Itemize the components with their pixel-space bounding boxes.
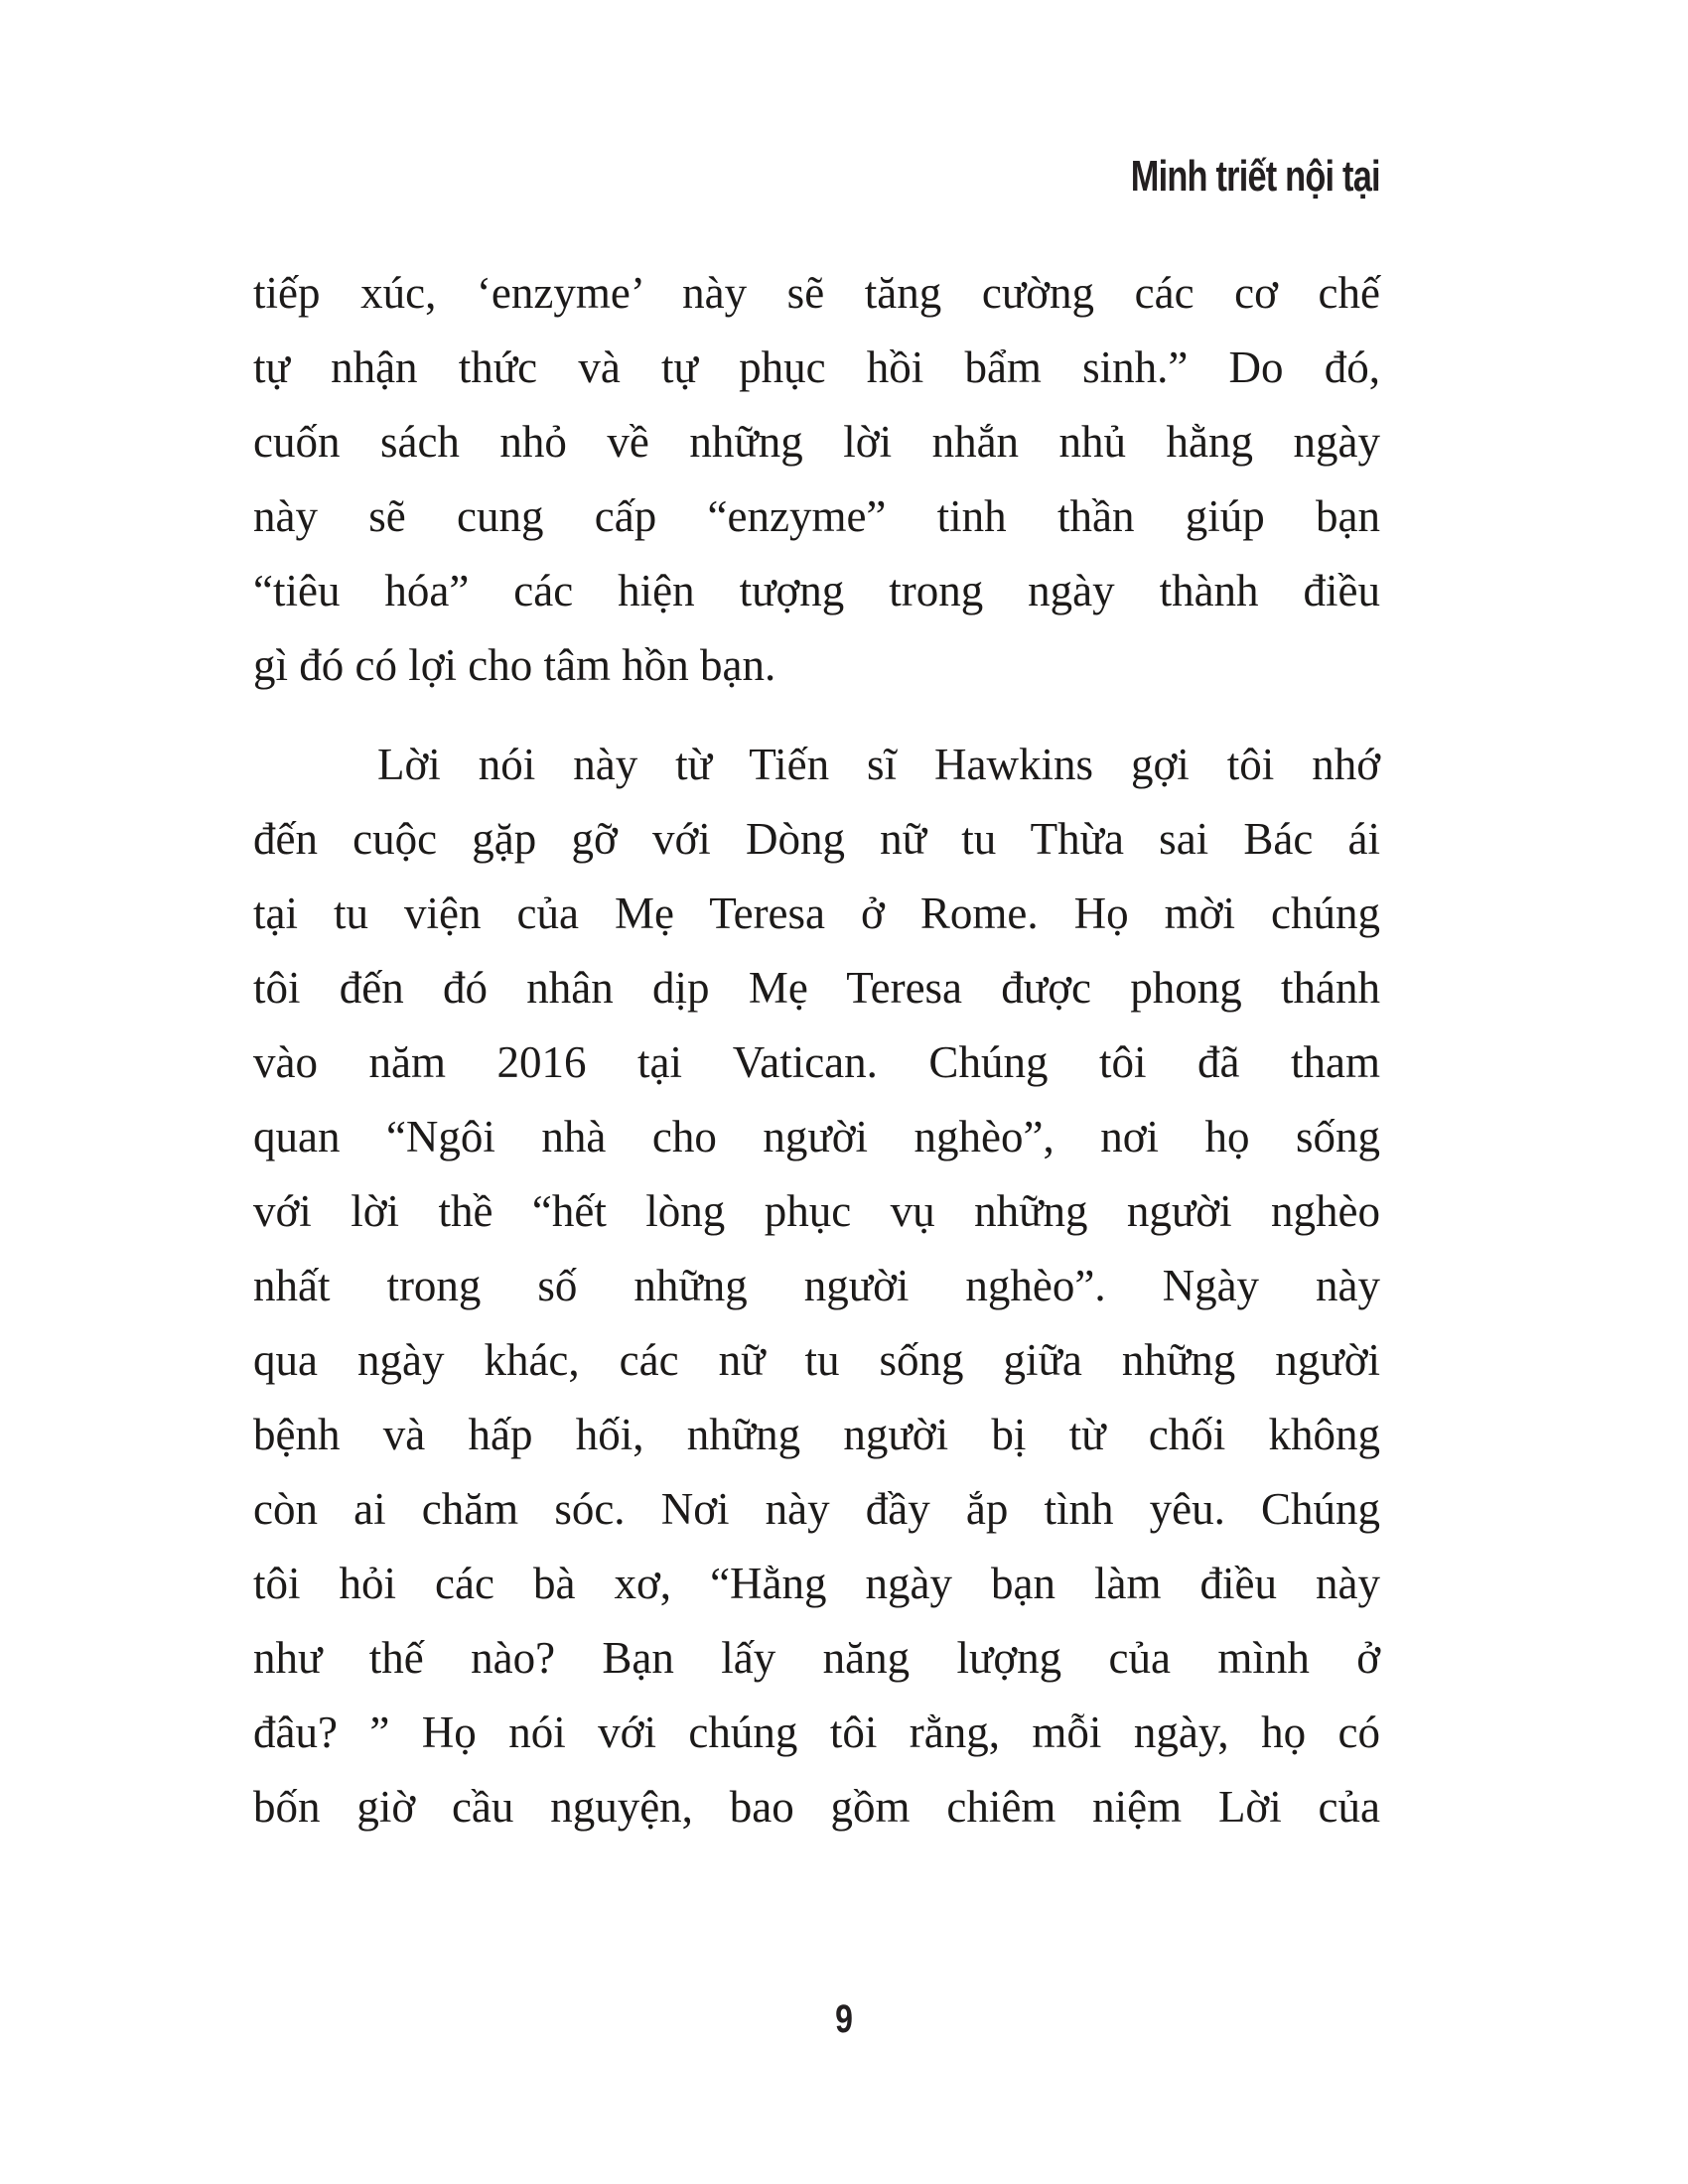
body-line: đến cuộc gặp gỡ với Dòng nữ tu Thừa sai Bác ái xyxy=(253,814,1380,864)
body-line: tôi hỏi các bà xơ, “Hằng ngày bạn làm điều này xyxy=(253,1559,1380,1608)
body-line: bệnh và hấp hối, những người bị từ chối không xyxy=(253,1410,1380,1459)
body-line: tự nhận thức và tự phục hồi bẩm sinh.” Do đó, xyxy=(253,342,1380,392)
body-line: tiếp xúc, ‘enzyme’ này sẽ tăng cường các cơ chế xyxy=(253,268,1380,318)
body-line: Lời nói này từ Tiến sĩ Hawkins gợi tôi nhớ xyxy=(377,740,1380,789)
paragraph xyxy=(253,728,1380,1844)
body-line: gì đó có lợi cho tâm hồn bạn. xyxy=(253,640,776,690)
body-line: còn ai chăm sóc. Nơi này đầy ắp tình yêu. Chúng xyxy=(253,1484,1380,1534)
body-line: qua ngày khác, các nữ tu sống giữa những người xyxy=(253,1335,1380,1385)
body-line: với lời thề “hết lòng phục vụ những người nghèo xyxy=(253,1186,1380,1236)
body-line: này sẽ cung cấp “enzyme” tinh thần giúp bạn xyxy=(253,491,1380,541)
body-text-column xyxy=(253,256,1380,1844)
body-line: tại tu viện của Mẹ Teresa ở Rome. Họ mời chúng xyxy=(253,888,1380,938)
page-number: 9 xyxy=(835,1997,853,2041)
body-line: “tiêu hóa” các hiện tượng trong ngày thành điều xyxy=(253,566,1380,615)
body-line: cuốn sách nhỏ về những lời nhắn nhủ hằng ngày xyxy=(253,417,1380,467)
body-line: vào năm 2016 tại Vatican. Chúng tôi đã tham xyxy=(253,1037,1380,1087)
body-line: tôi đến đó nhân dịp Mẹ Teresa được phong thánh xyxy=(253,963,1380,1013)
body-line: quan “Ngôi nhà cho người nghèo”, nơi họ sống xyxy=(253,1112,1380,1161)
body-line: như thế nào? Bạn lấy năng lượng của mình ở xyxy=(253,1633,1380,1683)
running-header-title: Minh triết nội tại xyxy=(1131,152,1380,201)
body-line: đâu? ” Họ nói với chúng tôi rằng, mỗi ngày, họ có xyxy=(253,1707,1380,1757)
body-line: bốn giờ cầu nguyện, bao gồm chiêm niệm Lời của xyxy=(253,1782,1380,1832)
body-line: nhất trong số những người nghèo”. Ngày này xyxy=(253,1261,1380,1310)
paragraph xyxy=(253,256,1380,703)
